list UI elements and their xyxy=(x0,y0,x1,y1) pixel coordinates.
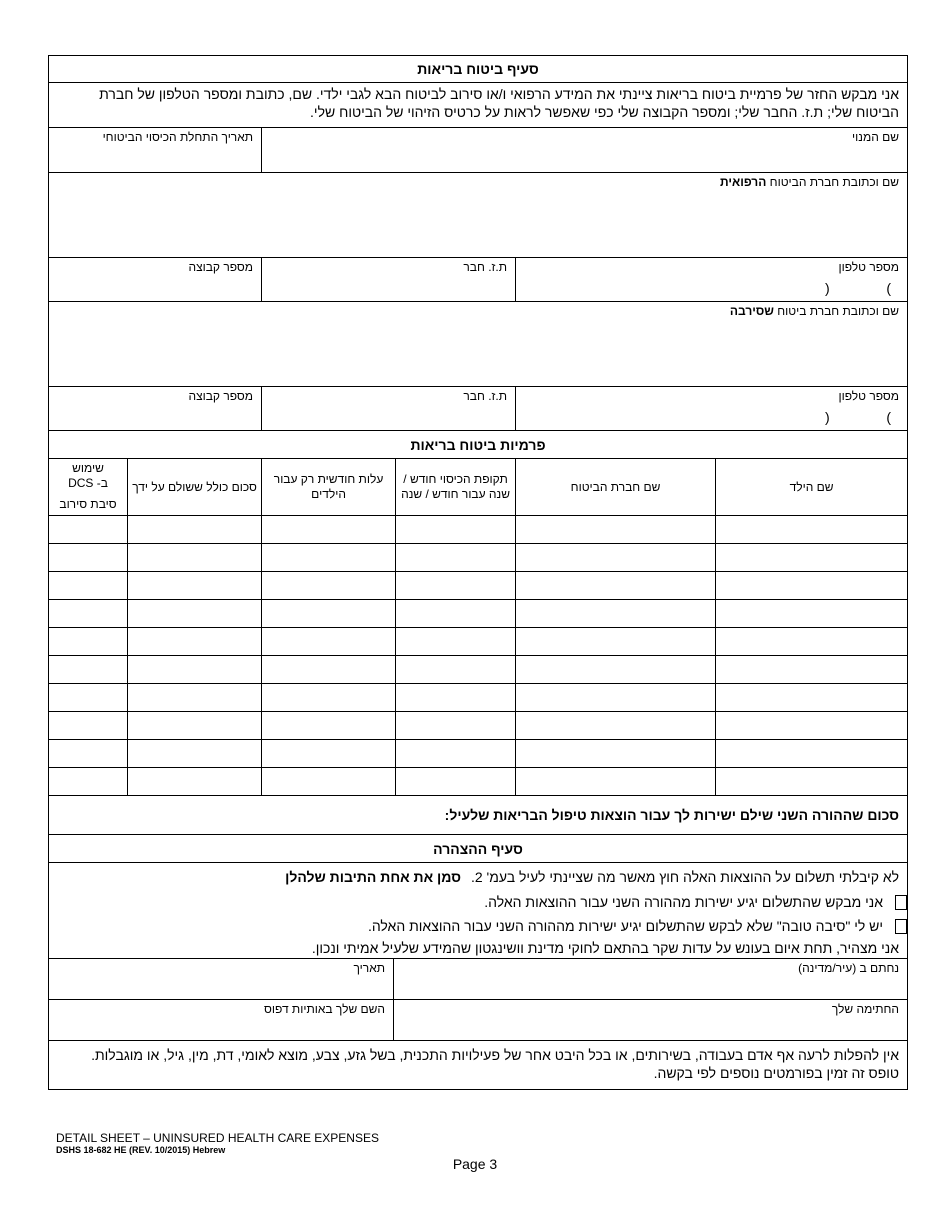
cell-total[interactable] xyxy=(128,684,262,712)
col-insurer-name: שם חברת הביטוח xyxy=(516,459,716,516)
paren-open: ( xyxy=(825,409,830,425)
cell-monthly[interactable] xyxy=(262,516,396,544)
cell-insurer[interactable] xyxy=(516,656,716,684)
col-monthly-cost: עלות חודשית רק עבור הילדים xyxy=(262,459,396,516)
cell-dcs[interactable] xyxy=(49,600,128,628)
footer-title: DETAIL SHEET – UNINSURED HEALTH CARE EXPENSES xyxy=(56,1131,379,1145)
medical-member-id-label: ת.ז. חבר xyxy=(463,260,508,274)
subscriber-name-label: שם המנוי xyxy=(852,130,900,144)
health-insurance-form-table xyxy=(48,55,908,1090)
table-row xyxy=(49,740,908,768)
signed-at-label: נחתם ב (עיר/מדינה) xyxy=(798,961,900,975)
page-number: Page 3 xyxy=(452,1156,498,1172)
declaration-oath: אני מצהיר, תחת איום בעונש על עדות שקר בהתאם לחוקי מדינת וושינגטון שהמידע שלעיל אמיתי ונכון. xyxy=(311,940,900,956)
printed-name-field[interactable] xyxy=(49,1000,394,1041)
col-total-paid: סכום כולל ששולם על ידך xyxy=(128,459,262,516)
cell-total[interactable] xyxy=(128,544,262,572)
cell-period[interactable] xyxy=(396,684,516,712)
cell-insurer[interactable] xyxy=(516,572,716,600)
cell-child-name[interactable] xyxy=(716,740,908,768)
col-coverage-period: תקופת הכיסוי חודש / שנה עבור חודש / שנה xyxy=(396,459,516,516)
paren-open: ( xyxy=(825,280,830,296)
premiums-rows xyxy=(49,516,908,796)
paren-close: ) xyxy=(886,280,892,296)
cell-monthly[interactable] xyxy=(262,628,396,656)
option-direct-payment[interactable] xyxy=(57,890,899,914)
cell-monthly[interactable] xyxy=(262,768,396,796)
cell-dcs[interactable] xyxy=(49,572,128,600)
other-parent-paid-field[interactable] xyxy=(49,796,908,835)
table-row xyxy=(49,656,908,684)
cell-dcs[interactable] xyxy=(49,656,128,684)
cell-period[interactable] xyxy=(396,628,516,656)
cell-monthly[interactable] xyxy=(262,740,396,768)
cell-dcs[interactable] xyxy=(49,768,128,796)
medical-insurer-label: שם וכתובת חברת הביטוח xyxy=(769,175,900,189)
cell-insurer[interactable] xyxy=(516,712,716,740)
cell-insurer[interactable] xyxy=(516,740,716,768)
cell-monthly[interactable] xyxy=(262,544,396,572)
cell-insurer[interactable] xyxy=(516,768,716,796)
medical-insurer-label-bold: הרפואית xyxy=(720,175,767,189)
cell-insurer[interactable] xyxy=(516,684,716,712)
cell-child-name[interactable] xyxy=(716,600,908,628)
declaration-body xyxy=(49,863,908,959)
refusing-phone-parens xyxy=(825,409,891,425)
signed-at-field[interactable] xyxy=(394,959,908,1000)
cell-child-name[interactable] xyxy=(716,656,908,684)
cell-period[interactable] xyxy=(396,768,516,796)
col-dcs-use: שימוש ב- DCS xyxy=(68,461,108,490)
date-field[interactable] xyxy=(49,959,394,1000)
cell-total[interactable] xyxy=(128,740,262,768)
cell-insurer[interactable] xyxy=(516,600,716,628)
cell-monthly[interactable] xyxy=(262,572,396,600)
medical-insurer-field[interactable] xyxy=(49,173,908,258)
cell-period[interactable] xyxy=(396,544,516,572)
declaration-line1 xyxy=(57,866,899,890)
table-row xyxy=(49,516,908,544)
cell-dcs[interactable] xyxy=(49,544,128,572)
coverage-start-label: תאריך התחלת הכיסוי הביטוחי xyxy=(102,130,254,144)
premiums-section-title: פרמיות ביטוח בריאות xyxy=(49,431,908,459)
cell-child-name[interactable] xyxy=(716,544,908,572)
cell-total[interactable] xyxy=(128,572,262,600)
cell-monthly[interactable] xyxy=(262,712,396,740)
option-good-cause-label: יש לי "סיבה טובה" שלא לבקש שהתשלום יגיע ישירות מההורה השני עבור ההוצאות האלה. xyxy=(367,918,884,934)
medical-phone-field[interactable] xyxy=(516,258,908,302)
col-refusal-reason: סיבת סירוב xyxy=(59,497,117,511)
table-row xyxy=(49,572,908,600)
table-row xyxy=(49,600,908,628)
cell-total[interactable] xyxy=(128,628,262,656)
cell-insurer[interactable] xyxy=(516,516,716,544)
checkbox-direct-payment[interactable] xyxy=(895,895,907,910)
cell-child-name[interactable] xyxy=(716,712,908,740)
subscriber-name-field[interactable] xyxy=(262,128,908,173)
cell-insurer[interactable] xyxy=(516,544,716,572)
refusing-member-id-label: ת.ז. חבר xyxy=(463,389,508,403)
medical-phone-label: מספר טלפון xyxy=(838,260,900,274)
cell-monthly[interactable] xyxy=(262,600,396,628)
col-dcs xyxy=(49,459,128,516)
cell-child-name[interactable] xyxy=(716,768,908,796)
cell-dcs[interactable] xyxy=(49,712,128,740)
insurance-intro-text: אני מבקש החזר של פרמיית ביטוח בריאות ציינתי את המידע הרפואי ו/או סירוב לביטוח הבא לגבי ילדי. שם, כתובת ומספר הטלפון של חברת הביטוח שלי; ת.ז. החבר שלי; ומספר הקבוצה שלי כפי שאפשר לראות על כרטיס הזיהוי של הביטוח שלי. xyxy=(49,83,908,128)
refusing-group-number-field[interactable] xyxy=(49,387,262,431)
other-parent-paid-label: סכום שההורה השני שילם ישירות לך עבור הוצאות טיפול הבריאות שלעיל: xyxy=(444,807,900,823)
medical-group-number-label: מספר קבוצה xyxy=(188,260,254,274)
coverage-start-field[interactable] xyxy=(49,128,262,173)
nondiscrimination-text: אין להפלות לרעה אף אדם בעבודה, בשירותים, או בכל היבט אחר של פעילויות התכנית, בשל גזע, צבע, מוצא לאומי, דת, מין, גיל, או מוגבלות. טופס זה זמין בפורמטים נוספים לפי בקשה. xyxy=(49,1041,908,1090)
cell-dcs[interactable] xyxy=(49,516,128,544)
cell-total[interactable] xyxy=(128,656,262,684)
option-direct-payment-label: אני מבקש שהתשלום יגיע ישירות מההורה השני עבור ההוצאות האלה. xyxy=(484,894,884,910)
declaration-line1-bold: סמן את אחת התיבות שלהלן xyxy=(285,869,462,885)
refusing-phone-field[interactable] xyxy=(516,387,908,431)
date-label: תאריך xyxy=(353,961,386,975)
cell-period[interactable] xyxy=(396,572,516,600)
cell-period[interactable] xyxy=(396,740,516,768)
cell-period[interactable] xyxy=(396,516,516,544)
refusing-insurer-label: שם וכתובת חברת ביטוח xyxy=(777,304,900,318)
cell-period[interactable] xyxy=(396,600,516,628)
cell-monthly[interactable] xyxy=(262,684,396,712)
cell-child-name[interactable] xyxy=(716,684,908,712)
insurance-section-title: סעיף ביטוח בריאות xyxy=(49,56,908,83)
table-row xyxy=(49,628,908,656)
refusing-insurer-field[interactable] xyxy=(49,302,908,387)
cell-total[interactable] xyxy=(128,712,262,740)
printed-name-label: השם שלך באותיות דפוס xyxy=(264,1002,386,1016)
refusing-phone-label: מספר טלפון xyxy=(838,389,900,403)
table-row xyxy=(49,544,908,572)
footer-form-id: DSHS 18-682 HE (REV. 10/2015) Hebrew xyxy=(56,1145,226,1155)
footer xyxy=(56,1131,379,1155)
cell-period[interactable] xyxy=(396,656,516,684)
cell-total[interactable] xyxy=(128,600,262,628)
signature-field[interactable] xyxy=(394,1000,908,1041)
cell-dcs[interactable] xyxy=(49,684,128,712)
table-row xyxy=(49,768,908,796)
cell-child-name[interactable] xyxy=(716,572,908,600)
cell-child-name[interactable] xyxy=(716,516,908,544)
option-good-cause[interactable] xyxy=(57,914,899,938)
cell-total[interactable] xyxy=(128,516,262,544)
paren-close: ) xyxy=(886,409,892,425)
table-row xyxy=(49,684,908,712)
table-row xyxy=(49,712,908,740)
declaration-section-title: סעיף ההצהרה xyxy=(49,835,908,863)
declaration-line1-text: לא קיבלתי תשלום על ההוצאות האלה חוץ מאשר מה שציינתי לעיל בעמ' 2. xyxy=(470,869,900,885)
medical-phone-parens xyxy=(825,280,891,296)
refusing-insurer-label-bold: שסירבה xyxy=(729,304,774,318)
cell-child-name[interactable] xyxy=(716,628,908,656)
checkbox-good-cause[interactable] xyxy=(895,919,907,934)
col-child-name: שם הילד xyxy=(716,459,908,516)
medical-group-number-field[interactable] xyxy=(49,258,262,302)
refusing-member-id-field[interactable] xyxy=(262,387,516,431)
cell-insurer[interactable] xyxy=(516,628,716,656)
medical-member-id-field[interactable] xyxy=(262,258,516,302)
signature-label: החתימה שלך xyxy=(831,1002,900,1016)
form xyxy=(48,55,901,1090)
refusing-group-number-label: מספר קבוצה xyxy=(188,389,254,403)
cell-total[interactable] xyxy=(128,768,262,796)
cell-period[interactable] xyxy=(396,712,516,740)
cell-monthly[interactable] xyxy=(262,656,396,684)
cell-dcs[interactable] xyxy=(49,628,128,656)
cell-dcs[interactable] xyxy=(49,740,128,768)
